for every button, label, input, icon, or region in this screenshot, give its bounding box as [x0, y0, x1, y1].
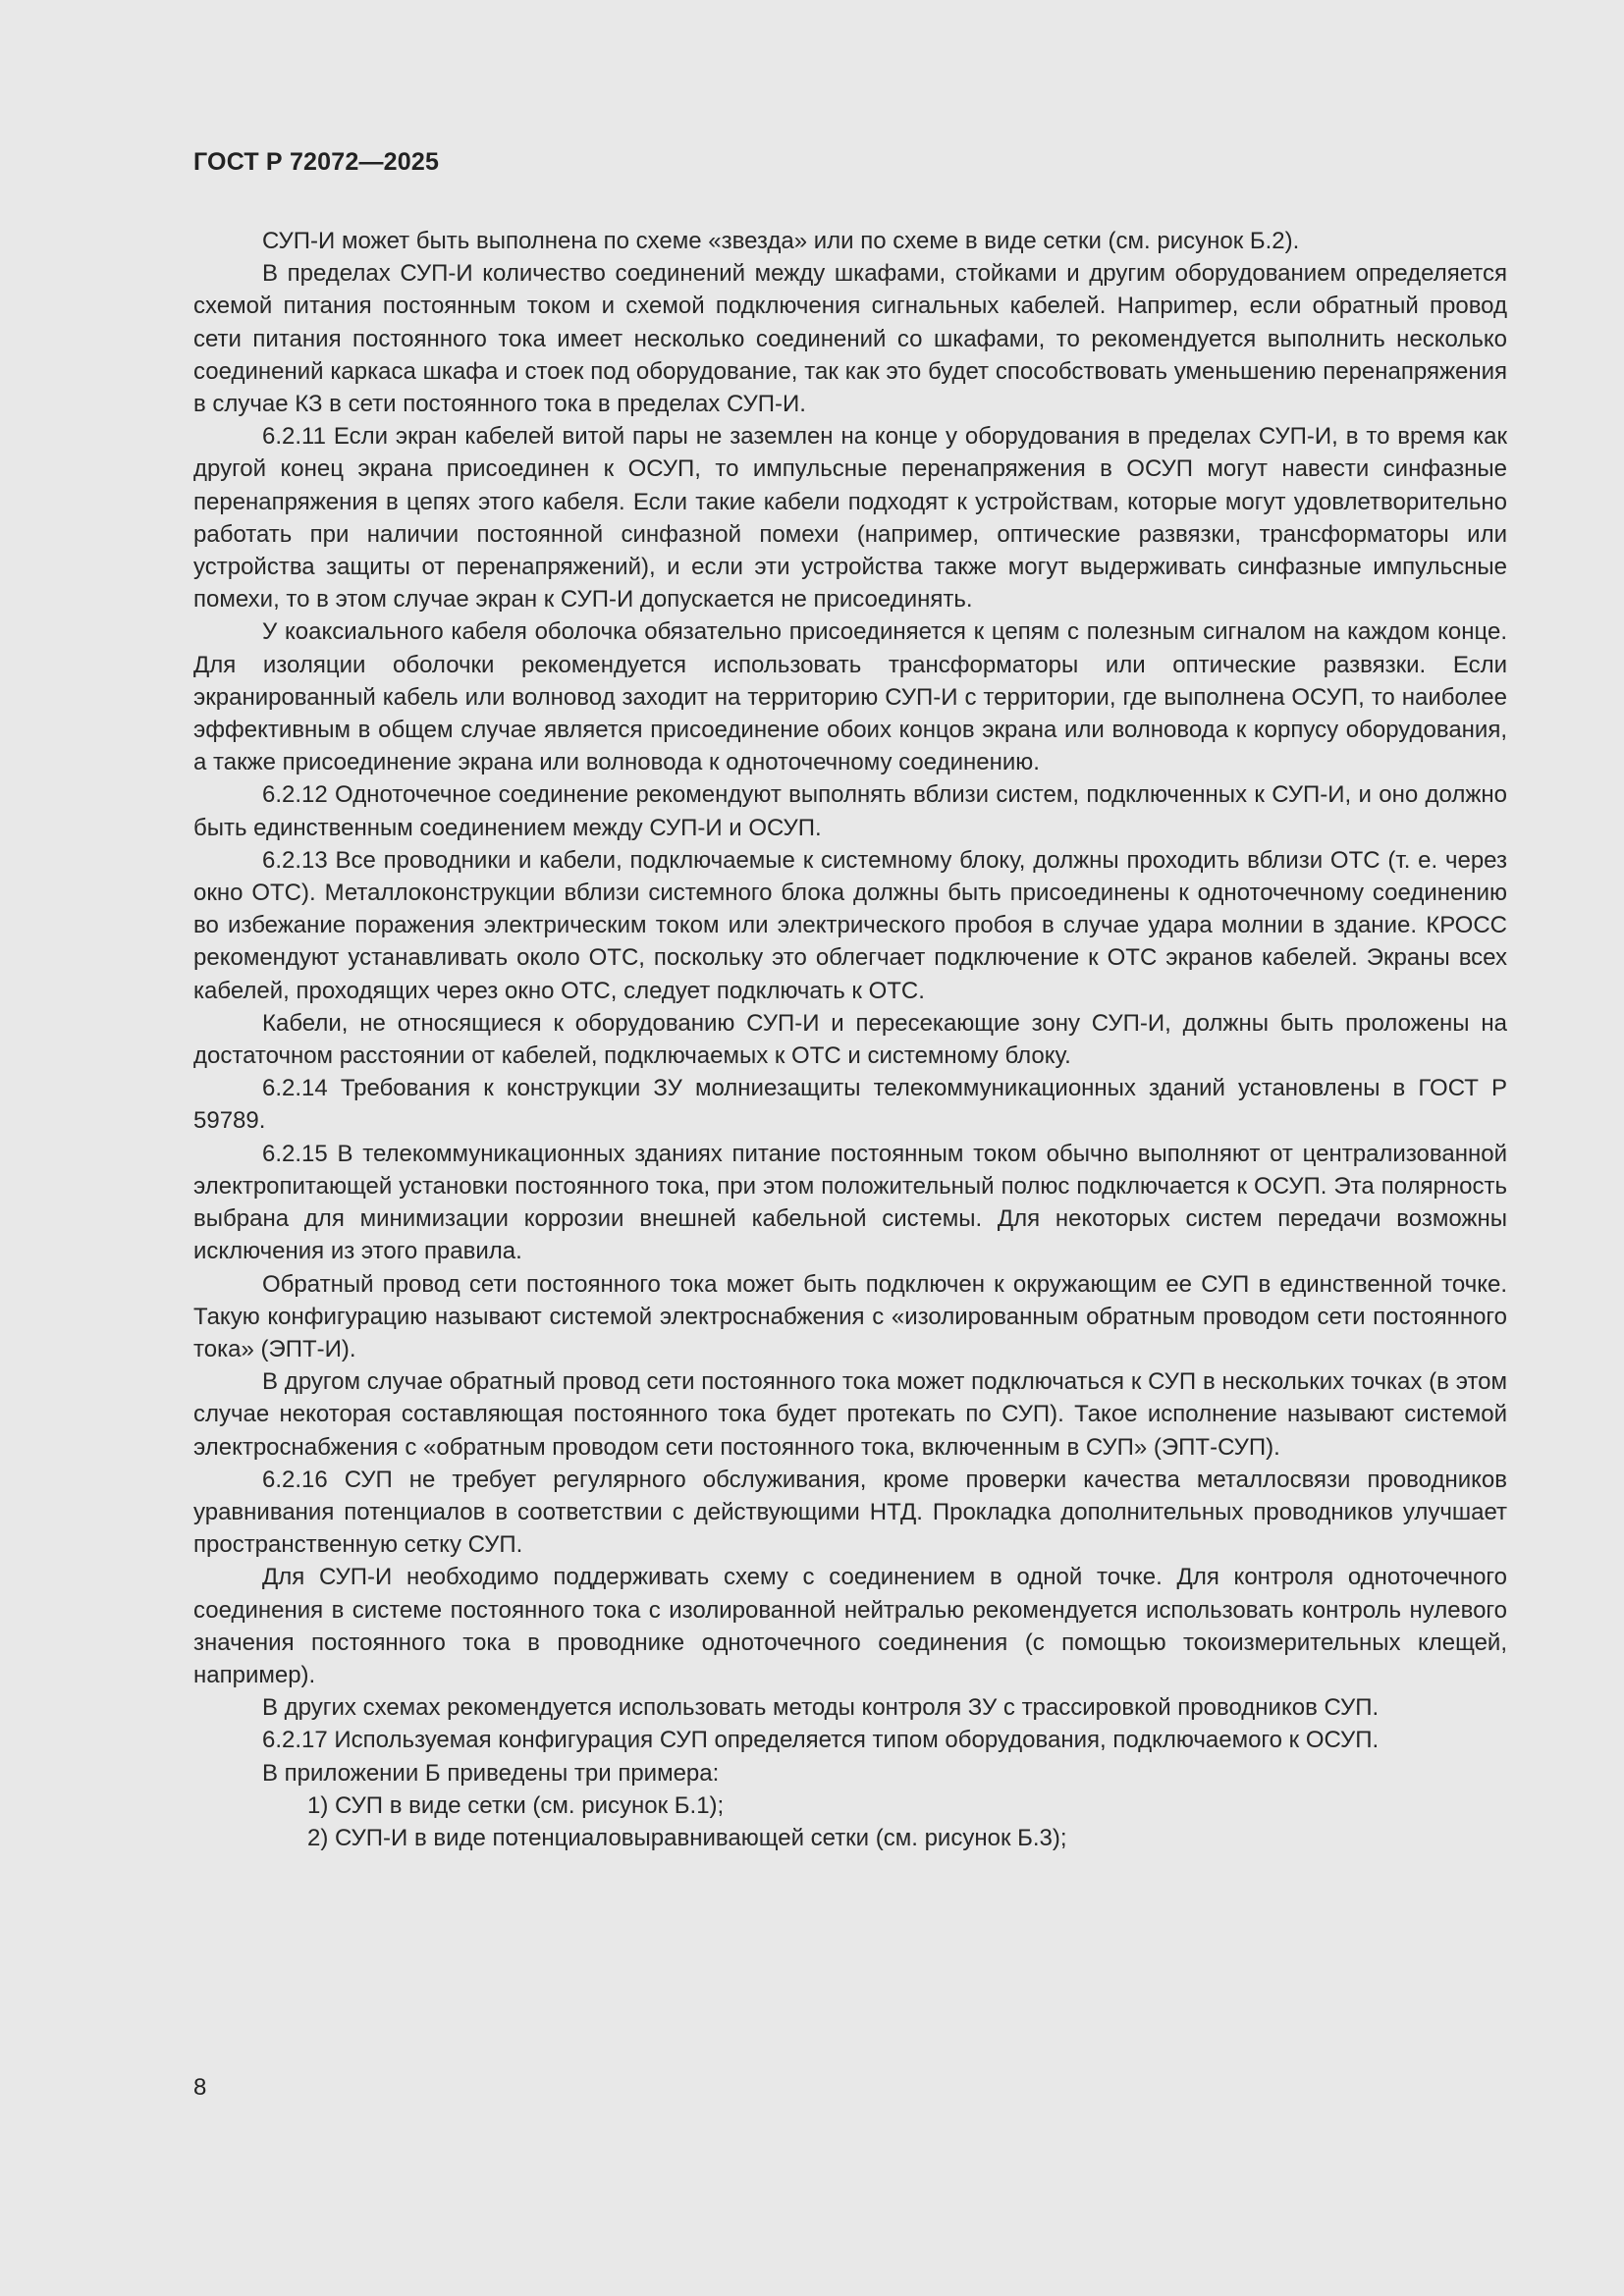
list-item: 2) СУП-И в виде потенциаловыравнивающей сетки (см. рисунок Б.3); [307, 1824, 1067, 1851]
document-header: ГОСТ Р 72072—2025 [193, 148, 440, 176]
paragraph-6-2-16: 6.2.16 СУП не требует регулярного обслуживания, кроме проверки качества металлосвязи проводников уравнивания потенциалов в соответствии с действующими НТД. Прокладка дополнительных проводников улучшает пространственную сетку СУП. [193, 1466, 1507, 1559]
paragraph: СУП-И может быть выполнена по схеме «звезда» или по схеме в виде сетки (см. рисунок Б.2). [262, 228, 1300, 254]
paragraph: Обратный провод сети постоянного тока может быть подключен к окружающим ее СУП в единственной точке. Такую конфигурацию называют системой электроснабжения с «изолированным обратным проводом сети постоянного тока» (ЭПТ-И). [193, 1270, 1507, 1362]
paragraph: Кабели, не относящиеся к оборудованию СУП-И и пересекающие зону СУП-И, должны быть проложены на достаточном расстоянии от кабелей, подключаемых к ОТС и системному блоку. [193, 1009, 1507, 1070]
document-body [193, 225, 1507, 1854]
paragraph-6-2-12: 6.2.12 Одноточечное соединение рекомендуют выполнять вблизи систем, подключенных к СУП-И, и оно должно быть единственным соединением между СУП-И и ОСУП. [193, 781, 1507, 841]
paragraph: В другом случае обратный провод сети постоянного тока может подключаться к СУП в нескольких точках (в этом случае некоторая составляющая постоянного тока будет протекать по СУП). Такое исполнение называют системой электроснабжения с «обратным проводом сети постоянного тока, включенным в СУП» (ЭПТ-СУП). [193, 1368, 1507, 1461]
paragraph: У коаксиального кабеля оболочка обязательно присоединяется к цепям с полезным сигналом на каждом конце. Для изоляции оболочки рекомендуется использовать трансформаторы или оптические развязки. Если экранированный кабель или волновод заходит на территорию СУП-И с территории, где выполнена ОСУП, то наиболее эффективным в общем случае является присоединение обоих концов экрана или волновода к корпусу оборудования, а также присоединение экрана или волновода к одноточечному соединению. [193, 618, 1507, 776]
page-number: 8 [193, 2074, 207, 2101]
list-item: 1) СУП в виде сетки (см. рисунок Б.1); [307, 1791, 725, 1819]
paragraph: В других схемах рекомендуется использовать методы контроля ЗУ с трассировкой проводников СУП. [262, 1694, 1380, 1722]
paragraph-6-2-15: 6.2.15 В телекоммуникационных зданиях питание постоянным током обычно выполняют от централизованной электропитающей установки постоянного тока, при этом положительный полюс подключается к ОСУП. Эта полярность выбрана для минимизации коррозии внешней кабельной системы. Для некоторых систем передачи возможны исключения из этого правила. [193, 1140, 1507, 1265]
paragraph: В приложении Б приведены три примера: [262, 1759, 720, 1787]
paragraph-6-2-13: 6.2.13 Все проводники и кабели, подключаемые к системному блоку, должны проходить вблизи ОТС (т. е. через окно ОТС). Металлоконструкции вблизи системного блока должны быть присоединены к одноточечному соединению во избежание поражения электрическим током или электрического пробоя в случае удара молнии в здание. КРОСС рекомендуют устанавливать около ОТС, поскольку это облегчает подключение к ОТС экранов кабелей. Экраны всех кабелей, проходящих через окно ОТС, следует подключать к ОТС. [193, 846, 1507, 1004]
paragraph: Для СУП-И необходимо поддерживать схему с соединением в одной точке. Для контроля одноточечного соединения в системе постоянного тока с изолированной нейтралью рекомендуется использовать контроль нулевого значения постоянного тока в проводнике одноточечного соединения (с помощью токоизмерительных клещей, например). [193, 1564, 1507, 1688]
paragraph: В пределах СУП-И количество соединений между шкафами, стойками и другим оборудованием определяется схемой питания постоянным током и схемой подключения сигнальных кабелей. Наприmер, если обратный провод сети питания постоянного тока имеет несколько соединений со шкафами, то рекомендуется выполнить несколько соединений каркаса шкафа и стоек под оборудование, так как это будет способствовать уменьшению перенапряжения в случае КЗ в сети постоянного тока в пределах СУП-И. [193, 260, 1507, 418]
paragraph-6-2-11: 6.2.11 Если экран кабелей витой пары не заземлен на конце у оборудования в пределах СУП-И, в то время как другой конец экрана присоединен к ОСУП, то импульсные перенапряжения в ОСУП могут навести синфазные перенапряжения в цепях этого кабеля. Если такие кабели подходят к устройствам, которые могут удовлетворительно работать при наличии постоянной синфазной помехи (например, оптические развязки, трансформаторы или устройства защиты от перенапряжений), и если эти устройства также могут выдерживать синфазные импульсные помехи, то в этом случае экран к СУП-И допускается не присоединять. [193, 423, 1507, 614]
paragraph-6-2-14: 6.2.14 Требования к конструкции ЗУ молниезащиты телекоммуникационных зданий установлены в ГОСТ Р 59789. [193, 1075, 1507, 1135]
paragraph-6-2-17: 6.2.17 Используемая конфигурация СУП определяется типом оборудования, подключаемого к ОСУП. [262, 1727, 1380, 1754]
